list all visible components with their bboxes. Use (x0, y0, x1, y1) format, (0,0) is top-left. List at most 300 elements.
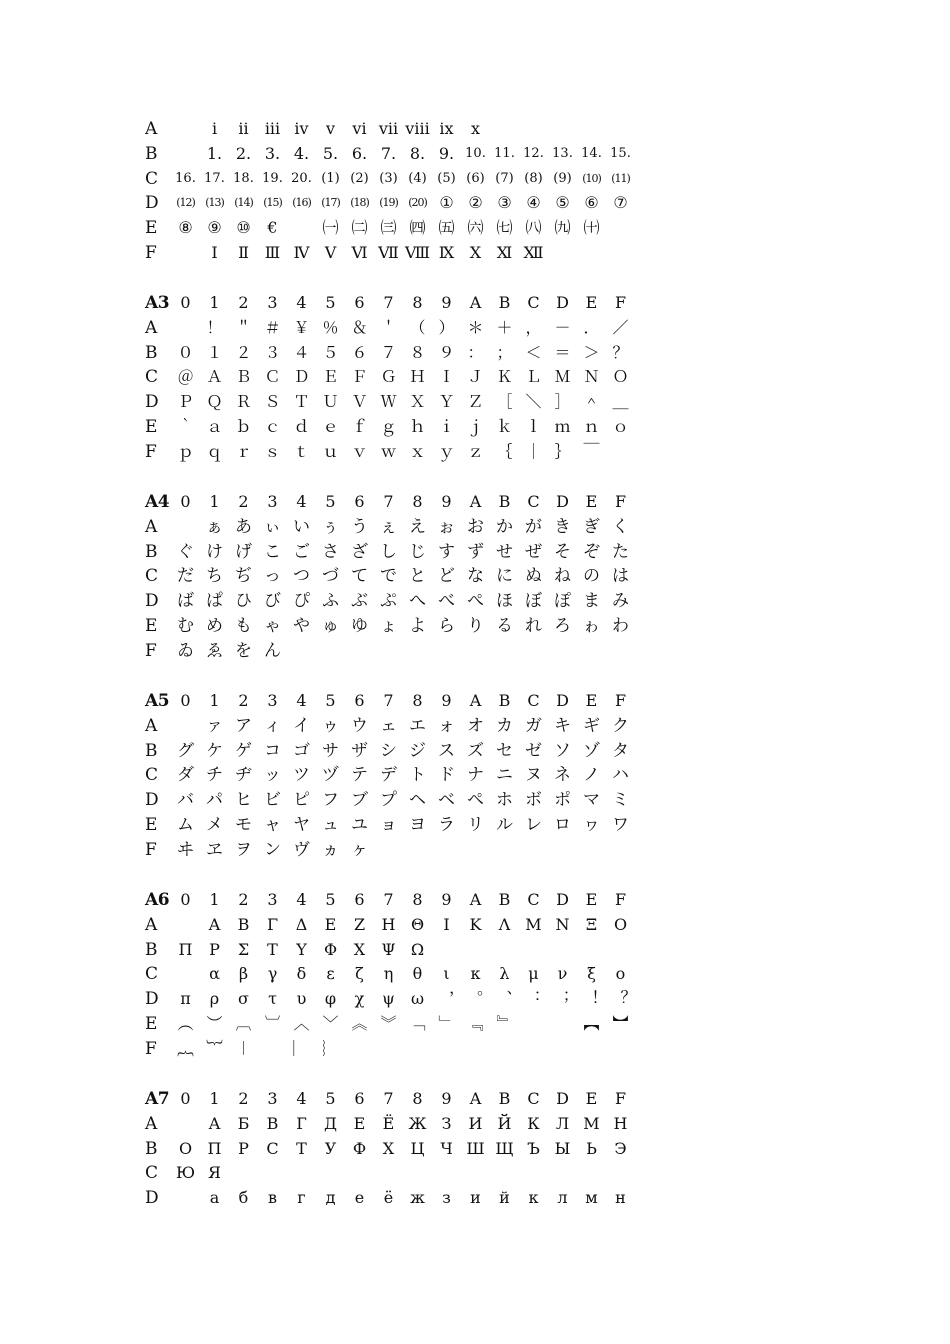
char-cell: Ｘ (409, 392, 426, 412)
char-cell: (5) (437, 170, 456, 186)
char-cell: ッ (264, 765, 281, 786)
char-cell: カ (496, 715, 513, 736)
char-cell: η (383, 964, 394, 984)
char-cell: ザ (351, 740, 368, 761)
char-cell: み (612, 591, 629, 612)
char-cell: ︳ (293, 1038, 310, 1058)
char-cell: ネ (554, 765, 571, 786)
char-cell: ㈣ (409, 218, 426, 238)
char-cell: л (557, 1188, 568, 1208)
char-cell: ｛ (496, 441, 513, 461)
column-header: 0 (180, 1089, 191, 1108)
column-header: 2 (238, 492, 249, 511)
char-cell: ウ (351, 715, 368, 736)
row-label: C (145, 765, 159, 786)
column-header: D (556, 691, 569, 710)
char-cell: Ｙ (438, 392, 455, 412)
column-header: 9 (441, 492, 452, 511)
char-cell: ゼ (525, 740, 542, 761)
char-cell: ミ (612, 790, 629, 811)
column-header: A (469, 1089, 482, 1108)
char-cell: だ (177, 566, 194, 587)
char-cell: к (528, 1188, 539, 1208)
char-cell: 4. (293, 143, 310, 163)
char-cell: ｜ (525, 441, 542, 461)
char-cell: е (354, 1188, 365, 1208)
char-cell: 5. (322, 143, 339, 163)
char-cell: よ (409, 615, 426, 636)
char-cell: ォ (438, 715, 455, 736)
column-header: 2 (238, 293, 249, 312)
char-cell: ナ (467, 765, 484, 786)
char-cell: З (441, 1113, 452, 1133)
char-cell: а (209, 1188, 220, 1208)
code-row (145, 440, 635, 465)
row-label: A (145, 317, 158, 338)
char-cell: (11) (611, 171, 630, 185)
char-cell: ニ (496, 765, 513, 786)
column-header: 5 (325, 293, 336, 312)
code-row (145, 913, 635, 938)
char-cell: ヲ (235, 839, 252, 860)
char-cell: ロ (554, 814, 571, 835)
char-cell: む (177, 615, 194, 636)
char-cell: ひ (235, 591, 252, 612)
char-cell: ズ (467, 740, 484, 761)
char-cell: γ (267, 964, 278, 984)
char-cell: ま (583, 591, 600, 612)
column-header: F (614, 293, 627, 312)
char-cell: ふ (322, 591, 339, 612)
char-cell: ξ (587, 964, 596, 984)
char-cell: Ｗ (380, 392, 397, 412)
char-cell: Β (237, 914, 250, 934)
char-cell: メ (206, 814, 223, 835)
char-cell: き (554, 516, 571, 537)
char-cell: ｎ (583, 416, 600, 436)
column-header: 5 (325, 890, 336, 909)
char-cell: ｃ (264, 416, 281, 436)
char-cell: ヴ (293, 839, 310, 860)
char-cell: 20. (291, 170, 312, 186)
char-cell: ゾ (583, 740, 600, 761)
char-cell: ア (235, 715, 252, 736)
char-cell: ︹ (235, 1013, 252, 1033)
char-cell: ェ (380, 715, 397, 736)
char-cell: ぎ (583, 516, 600, 537)
char-cell: П (207, 1138, 222, 1158)
code-row (145, 216, 635, 241)
char-cell: ω (410, 989, 425, 1009)
char-cell: ご (293, 541, 310, 562)
char-cell: Ι (443, 914, 450, 934)
code-row (145, 142, 635, 167)
char-cell: ＊ (467, 317, 484, 337)
char-cell: そ (554, 541, 571, 562)
code-row (145, 390, 635, 415)
char-cell: レ (525, 814, 542, 835)
column-header: 7 (383, 492, 394, 511)
code-block (145, 490, 635, 664)
char-cell: ψ (382, 989, 395, 1009)
char-cell: 18. (233, 170, 254, 186)
column-header: 1 (209, 890, 220, 909)
column-header: 7 (383, 691, 394, 710)
char-cell: Ⅸ (438, 242, 455, 262)
char-cell: ｄ (293, 416, 310, 436)
char-cell: ι (443, 964, 450, 984)
char-cell: Ｂ (235, 367, 252, 387)
char-cell: オ (467, 715, 484, 736)
char-cell: π (180, 989, 191, 1009)
char-cell: あ (235, 516, 252, 537)
block-label: A6 (145, 890, 170, 910)
char-cell: ７ (380, 342, 397, 362)
char-cell: ο (615, 964, 626, 984)
row-label: B (145, 342, 158, 363)
char-cell: ハ (612, 765, 629, 786)
char-cell: ワ (612, 814, 629, 835)
row-label: E (145, 814, 158, 835)
char-cell: ぇ (380, 516, 397, 537)
char-cell: Ａ (206, 367, 223, 387)
char-cell: ⑩ (236, 218, 251, 238)
column-header: 7 (383, 890, 394, 909)
char-cell: λ (499, 964, 510, 984)
row-label: A (145, 119, 158, 139)
column-header: B (498, 1089, 511, 1108)
char-cell: Ⅲ (264, 242, 281, 262)
char-cell: ス (438, 740, 455, 761)
char-cell: Ⅴ (324, 242, 337, 262)
char-cell: ② (468, 193, 483, 213)
char-cell: Ⅶ (378, 242, 399, 262)
char-cell: た (612, 541, 629, 562)
char-cell: φ (324, 989, 337, 1009)
column-header: D (556, 293, 569, 312)
char-cell: ４ (293, 342, 310, 362)
char-cell: viii (405, 119, 430, 138)
column-header: E (585, 890, 598, 909)
char-cell: ツ (293, 765, 310, 786)
column-header-row (145, 291, 635, 316)
char-cell: Ｋ (496, 367, 513, 387)
code-row (145, 1186, 635, 1211)
char-cell: コ (264, 740, 281, 761)
char-cell: Ю (175, 1163, 196, 1183)
char-cell: ｅ (322, 416, 339, 436)
char-cell: ゲ (235, 740, 252, 761)
char-cell: ㈨ (554, 218, 571, 238)
char-cell: ヤ (293, 814, 310, 835)
char-cell: Ы (554, 1138, 571, 1158)
char-cell: ζ (355, 964, 364, 984)
char-cell: ｒ (235, 441, 252, 461)
column-header: F (614, 1089, 627, 1108)
char-cell: ① (439, 193, 454, 213)
char-cell: (13) (205, 196, 224, 210)
char-cell: ｚ (467, 441, 484, 461)
row-label: B (145, 541, 158, 562)
char-cell: Ｒ (235, 392, 252, 412)
char-cell: ラ (438, 814, 455, 835)
column-header: 8 (412, 492, 423, 511)
char-cell: з (442, 1188, 451, 1208)
char-cell: び (264, 591, 281, 612)
char-cell: υ (296, 989, 307, 1009)
block-label: A7 (145, 1089, 170, 1109)
char-cell: シ (380, 740, 397, 761)
char-cell: ＋ (496, 317, 513, 337)
char-cell: vii (378, 119, 399, 138)
char-cell: ︔ (554, 989, 571, 1009)
char-cell: サ (322, 740, 339, 761)
char-cell: ろ (554, 615, 571, 636)
char-cell: (2) (350, 170, 369, 186)
char-cell: д (325, 1188, 336, 1208)
char-cell: ぷ (380, 591, 397, 612)
char-cell: ③ (497, 193, 512, 213)
column-header: E (585, 293, 598, 312)
char-cell: ょ (380, 615, 397, 636)
char-cell: キ (554, 715, 571, 736)
char-cell: 19. (262, 170, 283, 186)
char-cell: Ｓ (264, 392, 281, 412)
char-cell: Ｆ (351, 367, 368, 387)
char-cell: げ (235, 541, 252, 562)
char-cell: (3) (379, 170, 398, 186)
char-cell: ⑦ (613, 193, 628, 213)
char-cell: ｂ (235, 416, 252, 436)
char-cell: セ (496, 740, 513, 761)
char-cell: 12. (523, 145, 544, 161)
char-cell: ＜ (525, 342, 542, 362)
char-cell: ゅ (322, 615, 339, 636)
char-cell: (9) (553, 170, 572, 186)
char-cell: ぢ (235, 566, 252, 587)
char-cell: ︕ (583, 989, 600, 1009)
char-cell: べ (438, 591, 455, 612)
char-cell: τ (268, 989, 277, 1009)
char-cell: ケ (206, 740, 223, 761)
char-cell: Б (237, 1113, 250, 1133)
char-cell: Ⅳ (293, 242, 310, 262)
char-cell: 10. (465, 145, 486, 161)
char-cell: ム (177, 814, 194, 835)
char-cell: の (583, 566, 600, 587)
char-cell: 13. (552, 145, 573, 161)
char-cell: ６ (351, 342, 368, 362)
row-label: D (145, 790, 159, 811)
char-cell: － (554, 317, 571, 337)
char-cell: ￥ (293, 317, 310, 337)
block-label: A4 (145, 492, 170, 512)
column-header: D (556, 492, 569, 511)
char-cell: ︵ (177, 1013, 194, 1033)
char-cell: ヒ (235, 790, 252, 811)
column-header: 1 (209, 1089, 220, 1108)
char-cell: Ｐ (177, 392, 194, 412)
column-header: E (585, 691, 598, 710)
char-cell: ｐ (177, 441, 194, 461)
char-cell: Ｑ (206, 392, 223, 412)
char-cell: ァ (206, 715, 223, 736)
char-cell: Ь (586, 1138, 597, 1158)
char-cell: ％ (322, 317, 339, 337)
char-cell: Φ (323, 939, 338, 959)
char-cell: ﹁ (409, 1013, 426, 1033)
char-cell: ⑨ (207, 218, 222, 238)
column-header: 3 (267, 1089, 278, 1108)
column-header: B (498, 293, 511, 312)
char-cell: С (266, 1138, 279, 1158)
char-cell: Д (323, 1113, 337, 1133)
column-header: C (527, 890, 540, 909)
column-header: 2 (238, 890, 249, 909)
row-label: A (145, 1113, 158, 1134)
char-cell: ｑ (206, 441, 223, 461)
char-cell: Ⅷ (404, 242, 431, 262)
char-cell: Ｇ (380, 367, 397, 387)
char-cell: ︒ (467, 989, 484, 1009)
char-cell: Ｄ (293, 367, 310, 387)
char-cell: じ (409, 541, 426, 562)
char-cell: ix (439, 119, 454, 138)
char-cell: ン (264, 839, 281, 860)
column-header: 3 (267, 492, 278, 511)
column-header: 4 (296, 492, 307, 511)
char-cell: ＿ (612, 392, 629, 412)
char-cell: Я (208, 1163, 221, 1183)
row-label: B (145, 939, 158, 960)
char-cell: フ (322, 790, 339, 811)
char-cell: κ (470, 964, 481, 984)
char-cell: ら (438, 615, 455, 636)
char-cell: ㈠ (322, 218, 339, 238)
code-row (145, 714, 635, 739)
column-header: 5 (325, 1089, 336, 1108)
column-header: 4 (296, 691, 307, 710)
char-cell: い (293, 516, 310, 537)
column-header: 3 (267, 691, 278, 710)
char-cell: ﹀ (322, 1013, 339, 1033)
code-block (145, 291, 635, 465)
code-row (145, 1161, 635, 1186)
column-header: C (527, 691, 540, 710)
char-cell: し (380, 541, 397, 562)
char-cell: ︱ (235, 1038, 252, 1058)
char-cell: ゥ (322, 715, 339, 736)
char-cell: Ⅵ (351, 242, 368, 262)
char-cell: ヌ (525, 765, 542, 786)
char-cell: ［ (496, 392, 513, 412)
char-cell: ぺ (467, 591, 484, 612)
char-cell: や (293, 615, 310, 636)
char-cell: Ц (410, 1138, 425, 1158)
char-cell: в (267, 1188, 277, 1208)
char-cell: ﹄ (496, 1013, 513, 1033)
char-cell: Ζ (353, 914, 366, 934)
char-cell: づ (322, 566, 339, 587)
char-cell: ж (410, 1188, 425, 1208)
char-cell: О (178, 1138, 193, 1158)
char-cell: Е (353, 1113, 366, 1133)
column-header-row (145, 689, 635, 714)
char-cell: ︓ (525, 989, 542, 1009)
char-cell: へ (409, 591, 426, 612)
char-cell: ａ (206, 416, 223, 436)
column-header: 2 (238, 691, 249, 710)
char-cell: ど (438, 566, 455, 587)
row-label: F (145, 242, 157, 263)
char-cell: (1) (321, 170, 340, 186)
char-cell: 7. (380, 143, 397, 163)
code-block (145, 117, 635, 266)
char-cell: ε (326, 964, 335, 984)
char-cell: モ (235, 814, 252, 835)
char-cell: Ω (410, 939, 425, 959)
char-cell: Ｃ (264, 367, 281, 387)
char-cell: ヂ (235, 765, 252, 786)
char-cell: ） (438, 317, 455, 337)
char-cell: デ (380, 765, 397, 786)
char-cell: ヅ (322, 765, 339, 786)
char-cell: й (499, 1188, 510, 1208)
char-cell: ﹃ (467, 1013, 484, 1033)
code-row (145, 1112, 635, 1137)
char-cell: В (266, 1113, 279, 1133)
column-header: 5 (325, 492, 336, 511)
column-header: 6 (354, 293, 365, 312)
char-cell: ク (612, 715, 629, 736)
char-cell: ㈥ (467, 218, 484, 238)
char-cell: 16. (175, 170, 196, 186)
char-cell: Ф (352, 1138, 367, 1158)
char-cell: ii (238, 119, 249, 138)
char-cell: ボ (525, 790, 542, 811)
char-cell: ぃ (264, 516, 281, 537)
char-cell: め (206, 615, 223, 636)
char-cell: ゑ (206, 640, 223, 661)
char-cell: ④ (526, 193, 541, 213)
char-cell: ＇ (380, 317, 397, 337)
char-cell: Α (208, 914, 221, 934)
column-header: F (614, 691, 627, 710)
char-cell: ぜ (525, 541, 542, 562)
char-cell: ｌ (525, 416, 542, 436)
char-cell: М (583, 1113, 600, 1133)
char-cell: Ⅱ (238, 242, 249, 262)
char-cell: 14. (581, 145, 602, 161)
char-cell: Ｚ (467, 392, 484, 412)
char-cell: β (238, 964, 249, 984)
char-cell: Ν (555, 914, 570, 934)
code-row (145, 341, 635, 366)
code-row (145, 564, 635, 589)
char-cell: う (351, 516, 368, 537)
char-cell: Γ (266, 914, 279, 934)
char-cell: ？ (612, 342, 629, 362)
column-header: 9 (441, 890, 452, 909)
char-cell: っ (264, 566, 281, 587)
char-cell: Ο (613, 914, 628, 934)
char-cell: ０ (177, 342, 194, 362)
char-cell: パ (206, 790, 223, 811)
char-cell: ︻ (583, 1013, 600, 1033)
column-header: 0 (180, 691, 191, 710)
column-header: 6 (354, 691, 365, 710)
column-header: E (585, 492, 598, 511)
